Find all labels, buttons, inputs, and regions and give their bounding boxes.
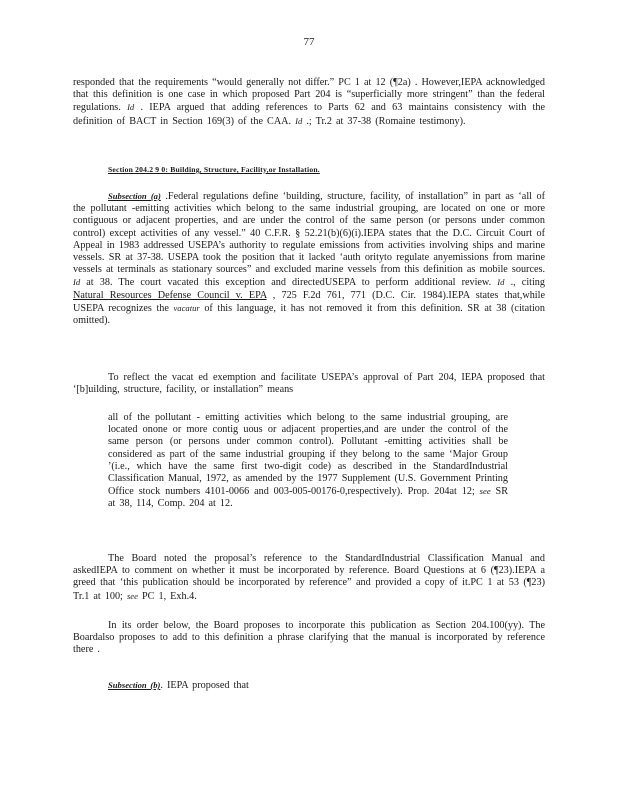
paragraph-subsection-a: Subsection (a) .Federal regulations define ‘building, structure, facility, of installation” in part as ‘all of the pollutant -emitting activities which belong to the same industrial grouping, are located on one or more contiguous or adjacent properties, and are under the control of the same person (or persons under common control) except activities of any vessel.” 40 C.F.R. § 52.21(b)(6)(i).IEPA states that the D.C. Circuit Court of Appeal in 1983 addressed USEPA’s authority to regulate emissions from activities involving ships and marine vessels. SR at 37-38. USEPA took the position that it lacked ‘auth orityto regulate anyemissions from marine vessels at terminals as stationary sources” and excluded marine vessels from this definition as mobile sources. Id at 38. The court vacated this exception and directedUSEPA to perform additional review. Id ., citing Natural Resources Defense Council v. EPA , 725 F.2d 761, 771 (D.C. Cir. 1984).IEPA states that,while USEPA recognizes the vacatur of this language, it has not removed it from this definition. SR at 38 (citation omitted). xyxy=(73,191,545,327)
paragraph-proposed-definition: To reflect the vacat ed exemption and facilitate USEPA’s approval of Part 204, IEPA proposed that ‘[b]uilding, structure, facility, or installation” means xyxy=(73,372,545,396)
block-quote-definition: all of the pollutant - emitting activities which belong to the same industrial grouping, are located onone or more contig uous or adjacent properties,and are under the control of the same person (or persons under common control). Pollutant -emitting activities shall be considered as part of the same industrial grouping if they belong to the same ‘Major Group ’(i.e., which have the same first two-digit code) as described in the StandardIndustrial Classification Manual, 1972, as amended by the 1977 Supplement (U.S. Government Printing Office stock numbers 4101-0066 and 003-005-00176-0,respectively). Prop. 204at 12; see SR at 38, 114, Comp. 204 at 12. xyxy=(108,412,508,510)
subsection-b-label: Subsection (b) xyxy=(108,680,161,690)
page-number: 77 xyxy=(303,36,315,48)
paragraph-romaine-testimony: responded that the requirements “would generally not differ.” PC 1 at 12 (¶2a) . However,IEPA acknowledged that this definition is one case in which proposed Part 204 is “superficially more stringent” than the federal regulations. Id . IEPA argued that adding references to Parts 62 and 63 maintains consistency with the definition of BACT in Section 169(3) of the CAA. Id .; Tr.2 at 37-38 (Romaine testimony). xyxy=(73,77,545,127)
section-heading: Section 204.2 9 0: Building, Structure, Facility,or Installation. xyxy=(108,165,320,174)
paragraph-subsection-b: Subsection (b). IEPA proposed that xyxy=(108,680,249,691)
case-citation: Natural Resources Defense Council v. EPA xyxy=(73,289,267,301)
subsection-a-label: Subsection (a) xyxy=(108,191,161,201)
paragraph-incorporation: In its order below, the Board proposes to incorporate this publication as Section 204.100(yy). The Boardalso proposes to add to this definition a phrase clarifying that the manual is incorporated by reference there . xyxy=(73,620,545,656)
paragraph-board-questions: The Board noted the proposal’s reference to the StandardIndustrial Classification Manual and askedIEPA to comment on whether it must be incorporated by reference. Board Questions at 6 (¶23).IEPA a greed that ‘this publication should be incorporated by reference” and provided a copy of it.PC 1 at 53 (¶23) Tr.1 at 100; see PC 1, Exh.4. xyxy=(73,553,545,602)
